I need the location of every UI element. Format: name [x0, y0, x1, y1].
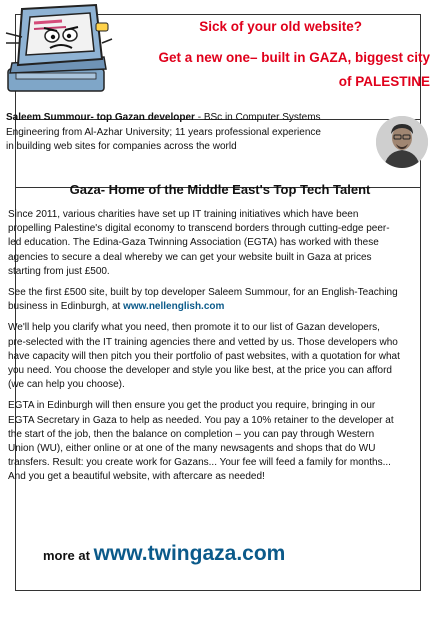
headline-line-2: Get a new one– built in GAZA, biggest city	[158, 50, 430, 65]
developer-name: Saleem Summour- top Gazan developer	[6, 112, 195, 123]
paragraph-intro: Since 2011, various charities have set up IT training initiatives which have been propelling Palestine's digital economy to transcend borders through cutting-edge peer-led education. The Edina-Gaza Twinning Association (EGTA) has worked with these agencies to secure a deal whereby we can get your website built in Gaza at prices starting from just £500.	[8, 209, 390, 277]
more-label: more at	[43, 548, 94, 563]
developer-bio-text: - BSc in Computer Systems Engineering from Al-Azhar University; 11 years professional experience in building web sites for companies across the world	[6, 112, 321, 152]
article-body	[8, 208, 400, 492]
paragraph-payment: EGTA in Edinburgh will then ensure you get the product you require, bringing in our EGTA Secretary in Gaza to help as needed. You pay a 10% retainer to the developer at the start of the job, then the balance on completion – you can pay through Western Union (WU), either online or at one of the many newsagents and shops that do WU transfers. Result: you create work for Gazans... Your fee will feed a family for months... And you get a beautiful website, with aftercare as needed!	[8, 400, 394, 483]
headline-line-1: Sick of your old website?	[199, 19, 362, 34]
headline-line-3: of PALESTINE	[338, 74, 430, 89]
article-title: Gaza- Home of the Middle East's Top Tech Talent	[69, 182, 371, 197]
paragraph-example	[8, 286, 400, 314]
developer-bio	[6, 111, 324, 155]
paragraph-example-text: See the first £500 site, built by top developer Saleem Summour, for an English-Teaching business in Edinburgh, at	[8, 287, 398, 313]
twingaza-link[interactable]: www.twingaza.com	[93, 542, 286, 565]
paragraph-process: We'll help you clarify what you need, then promote it to our list of Gazan developers, pre-selected with the IT training agencies there and vetted by us. Those developers who have capacity will then pitch you their portfolio of past websites, with a quotation for what you need. You choose the developer and style you like best, at the price you can afford (we can help you choose).	[8, 322, 400, 391]
angry-computer-cartoon-icon	[4, 3, 114, 101]
more-info	[43, 542, 285, 566]
developer-portrait	[376, 116, 428, 168]
nellenglish-link[interactable]: www.nellenglish.com	[123, 301, 225, 313]
